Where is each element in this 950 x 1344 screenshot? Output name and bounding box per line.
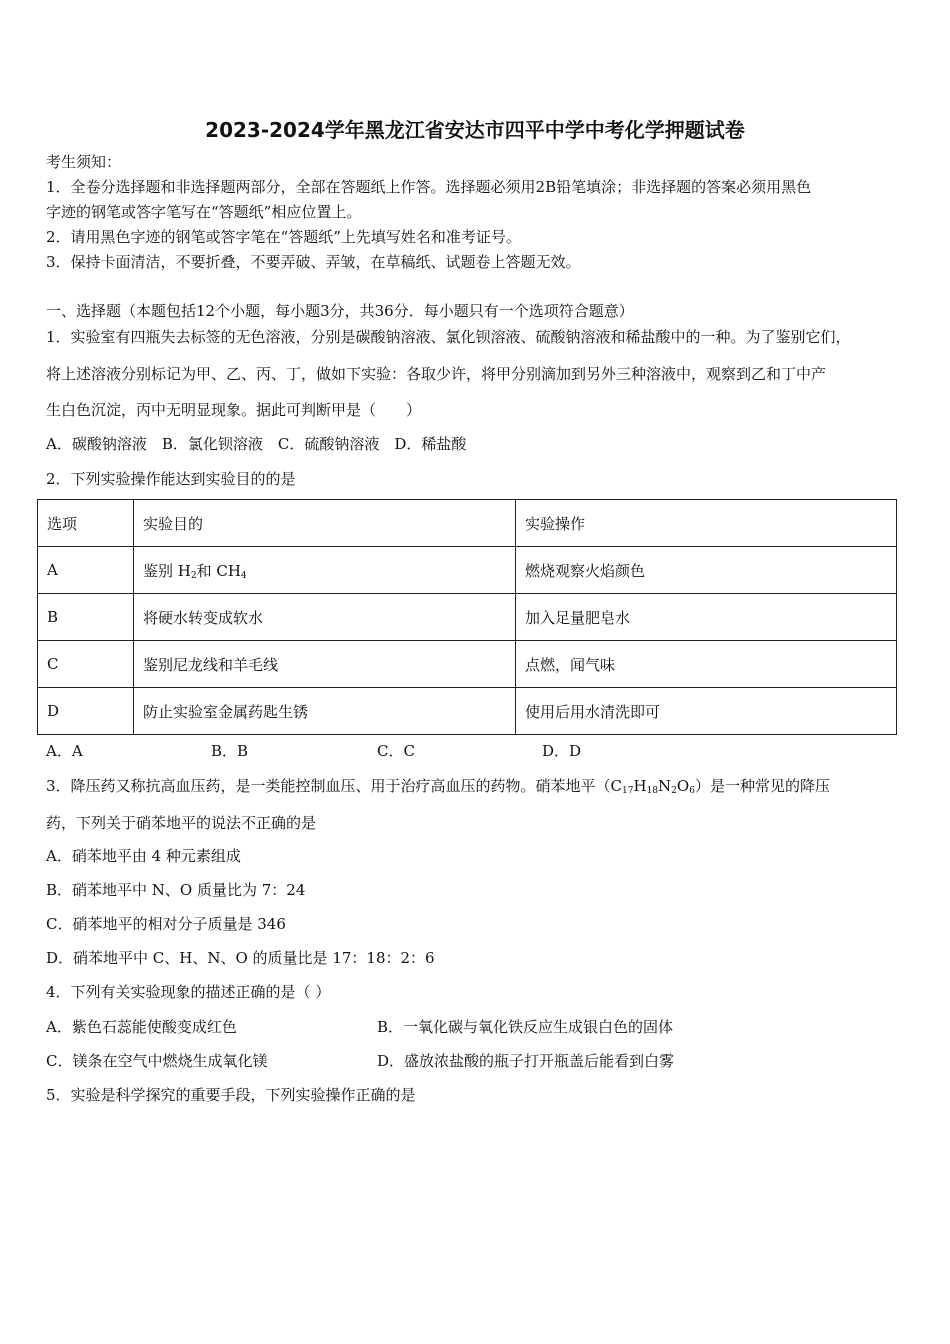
page-title: 2023-2024学年黑龙江省安达市四平中学中考化学押题试卷 xyxy=(205,118,745,142)
q2-stem: 2．下列实验操作能达到实验目的的是 xyxy=(46,470,296,488)
row-goal: 鉴别 $H_2$和 $CH_4$ xyxy=(134,547,516,594)
q3-option-a: A．硝苯地平由 4 种元素组成 xyxy=(46,847,241,865)
q1-stem-line-3: 生白色沉淀，丙中无明显现象。据此可判断甲是（ ） xyxy=(46,401,422,419)
section-heading: 一、选择题（本题包括12个小题，每小题3分，共36分．每小题只有一个选项符合题意） xyxy=(46,302,634,320)
q2-table xyxy=(37,499,897,735)
q4-option-c: C．镁条在空气中燃烧生成氧化镁 xyxy=(46,1052,268,1070)
table-header-row xyxy=(38,500,897,547)
q3-option-b: B．硝苯地平中 N、O 质量比为 7：24 xyxy=(46,881,306,899)
row-option: A xyxy=(38,547,134,594)
row-operation: 燃烧观察火焰颜色 xyxy=(516,547,897,594)
row-operation: 点燃，闻气味 xyxy=(516,641,897,688)
q1-stem-line-2: 将上述溶液分别标记为甲、乙、丙、丁，做如下实验：各取少许，将甲分别滴加到另外三种溶液中，观察到乙和丁中产 xyxy=(46,365,827,383)
q2-option-d: D．D xyxy=(542,742,582,760)
q5-stem: 5．实验是科学探究的重要手段，下列实验操作正确的是 xyxy=(46,1086,416,1104)
header-goal: 实验目的 xyxy=(134,500,516,547)
notice-heading: 考生须知： xyxy=(46,153,122,171)
row-option: D xyxy=(38,688,134,735)
row-operation: 加入足量肥皂水 xyxy=(516,594,897,641)
row-operation: 使用后用水清洗即可 xyxy=(516,688,897,735)
table-row xyxy=(38,547,897,594)
table-row xyxy=(38,688,897,735)
q2-option-b: B．B xyxy=(211,742,249,760)
row-option: C xyxy=(38,641,134,688)
notice-line-1b: 字迹的钢笔或答字笔写在“答题纸”相应位置上。 xyxy=(46,203,362,221)
q3-option-d: D．硝苯地平中 C、H、N、O 的质量比是 17：18：2：6 xyxy=(46,949,435,967)
row-goal: 鉴别尼龙线和羊毛线 xyxy=(134,641,516,688)
q4-stem: 4．下列有关实验现象的描述正确的是（ ） xyxy=(46,983,331,1001)
notice-line-2: 2．请用黑色字迹的钢笔或答字笔在“答题纸”上先填写姓名和准考证号。 xyxy=(46,228,521,246)
q4-option-b: B．一氧化碳与氧化铁反应生成银白色的固体 xyxy=(377,1018,674,1036)
q2-option-a: A．A xyxy=(46,742,83,760)
q3-stem-line-1: 3．降压药又称抗高血压药，是一类能控制血压、用于治疗高血压的药物。硝苯地平$(C_{17}H_{18}N_2O_6)$是一种常见的降压 xyxy=(46,777,830,796)
row-option: B xyxy=(38,594,134,641)
q4-option-d: D．盛放浓盐酸的瓶子打开瓶盖后能看到白雾 xyxy=(377,1052,675,1070)
header-option: 选项 xyxy=(38,500,134,547)
q3-stem-line-2: 药，下列关于硝苯地平的说法不正确的是 xyxy=(46,814,317,832)
q4-option-a: A．紫色石蕊能使酸变成红色 xyxy=(46,1018,237,1036)
header-operation: 实验操作 xyxy=(516,500,897,547)
notice-line-1: 1．全卷分选择题和非选择题两部分，全部在答题纸上作答。选择题必须用2B铅笔填涂；非选择题的答案必须用黑色 xyxy=(46,178,812,196)
q2-option-c: C．C xyxy=(377,742,415,760)
q3-option-c: C．硝苯地平的相对分子质量是 346 xyxy=(46,915,286,933)
table-row xyxy=(38,594,897,641)
row-goal: 将硬水转变成软水 xyxy=(134,594,516,641)
q1-stem-line-1: 1．实验室有四瓶失去标签的无色溶液，分别是碳酸钠溶液、氯化钡溶液、硫酸钠溶液和稀盐酸中的一种。为了鉴别它们， xyxy=(46,328,851,346)
row-goal: 防止实验室金属药匙生锈 xyxy=(134,688,516,735)
table-row xyxy=(38,641,897,688)
notice-line-3: 3．保持卡面清洁，不要折叠，不要弄破、弄皱，在草稿纸、试题卷上答题无效。 xyxy=(46,253,581,271)
q1-options: A．碳酸钠溶液 B．氯化钡溶液 C．硫酸钠溶液 D．稀盐酸 xyxy=(46,435,467,453)
